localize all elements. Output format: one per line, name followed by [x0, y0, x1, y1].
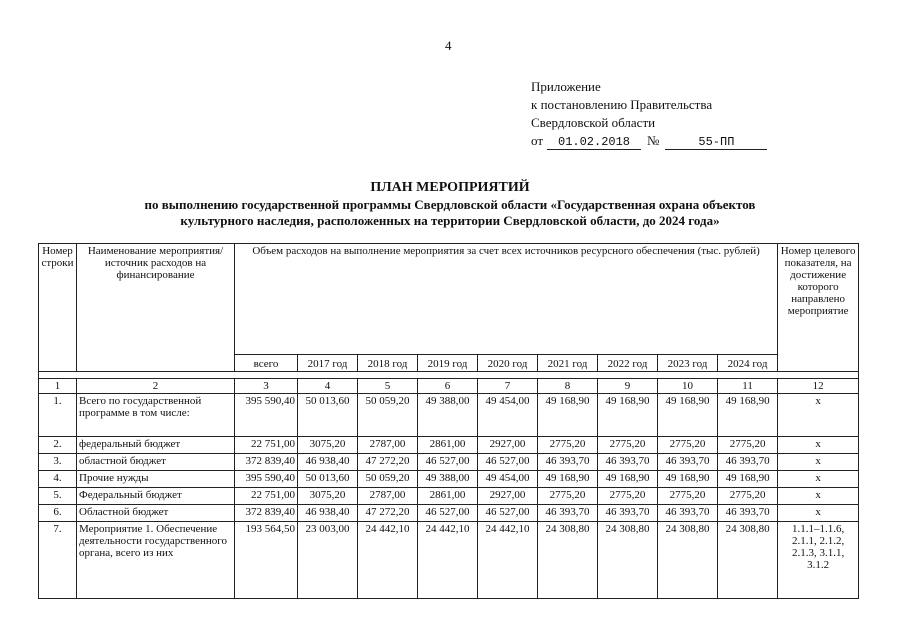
- row-name: Областной бюджет: [77, 505, 235, 522]
- appendix-line-1: Приложение: [531, 79, 601, 94]
- row-value-3: 46 527,00: [418, 505, 478, 522]
- row-name: Федеральный бюджет: [77, 488, 235, 505]
- row-value-0: 372 839,40: [235, 505, 298, 522]
- header-year-1: 2017 год: [298, 355, 358, 372]
- row-name: областной бюджет: [77, 454, 235, 471]
- row-value-3: 49 388,00: [418, 471, 478, 488]
- row-target: x: [778, 471, 859, 488]
- row-value-4: 2927,00: [478, 488, 538, 505]
- row-value-4: 24 442,10: [478, 522, 538, 599]
- row-value-1: 50 013,60: [298, 471, 358, 488]
- column-number-2: 2: [77, 379, 235, 394]
- row-value-1: 46 938,40: [298, 454, 358, 471]
- row-value-8: 2775,20: [718, 488, 778, 505]
- row-target: x: [778, 454, 859, 471]
- row-value-4: 46 527,00: [478, 454, 538, 471]
- row-value-5: 46 393,70: [538, 505, 598, 522]
- row-value-5: 24 308,80: [538, 522, 598, 599]
- row-value-8: 2775,20: [718, 437, 778, 454]
- row-value-1: 46 938,40: [298, 505, 358, 522]
- column-number-12: 12: [778, 379, 859, 394]
- plan-table: [38, 243, 859, 599]
- row-value-2: 2787,00: [358, 437, 418, 454]
- row-value-5: 49 168,90: [538, 394, 598, 437]
- header-volume: Объем расходов на выполнение мероприятия за счет всех источников ресурсного обеспечения (тыс. рублей): [235, 244, 778, 355]
- column-number-1: 1: [39, 379, 77, 394]
- row-value-0: 395 590,40: [235, 471, 298, 488]
- row-value-8: 49 168,90: [718, 394, 778, 437]
- row-value-2: 50 059,20: [358, 394, 418, 437]
- column-number-10: 10: [658, 379, 718, 394]
- column-number-3: 3: [235, 379, 298, 394]
- row-value-4: 2927,00: [478, 437, 538, 454]
- row-value-7: 2775,20: [658, 437, 718, 454]
- row-value-7: 49 168,90: [658, 394, 718, 437]
- number-sign: №: [647, 133, 660, 148]
- column-number-6: 6: [418, 379, 478, 394]
- row-number: 1.: [39, 394, 77, 437]
- row-value-7: 24 308,80: [658, 522, 718, 599]
- table-row: [39, 454, 859, 471]
- row-value-3: 46 527,00: [418, 454, 478, 471]
- column-number-8: 8: [538, 379, 598, 394]
- row-value-7: 46 393,70: [658, 505, 718, 522]
- row-value-3: 24 442,10: [418, 522, 478, 599]
- appendix-line-3: Свердловской области: [531, 115, 656, 130]
- row-number: 5.: [39, 488, 77, 505]
- header-year-3: 2019 год: [418, 355, 478, 372]
- header-year-8: 2024 год: [718, 355, 778, 372]
- header-year-4: 2020 год: [478, 355, 538, 372]
- row-name: Мероприятие 1. Обеспечение деятельности государственного органа, всего из них: [77, 522, 235, 599]
- header-year-7: 2023 год: [658, 355, 718, 372]
- table-row: [39, 471, 859, 488]
- row-number: 4.: [39, 471, 77, 488]
- row-value-6: 49 168,90: [598, 394, 658, 437]
- row-value-8: 46 393,70: [718, 454, 778, 471]
- row-number: 2.: [39, 437, 77, 454]
- header-year-0: всего: [235, 355, 298, 372]
- row-number: 6.: [39, 505, 77, 522]
- row-name: Всего по государственной программе в том числе:: [77, 394, 235, 437]
- table-row: [39, 505, 859, 522]
- column-number-5: 5: [358, 379, 418, 394]
- row-value-1: 50 013,60: [298, 394, 358, 437]
- row-value-4: 49 454,00: [478, 471, 538, 488]
- row-value-8: 49 168,90: [718, 471, 778, 488]
- row-value-7: 46 393,70: [658, 454, 718, 471]
- row-value-4: 46 527,00: [478, 505, 538, 522]
- row-value-0: 22 751,00: [235, 437, 298, 454]
- row-value-0: 372 839,40: [235, 454, 298, 471]
- table-row: [39, 488, 859, 505]
- row-target: x: [778, 488, 859, 505]
- header-name: Наименование мероприятия/источник расходов на финансирование: [77, 244, 235, 372]
- row-target: x: [778, 437, 859, 454]
- appendix-block: [531, 78, 791, 150]
- row-value-0: 395 590,40: [235, 394, 298, 437]
- row-value-0: 193 564,50: [235, 522, 298, 599]
- row-number: 3.: [39, 454, 77, 471]
- table-row: [39, 437, 859, 454]
- row-target: 1.1.1–1.1.6, 2.1.1, 2.1.2, 2.1.3, 3.1.1, 3.1.2: [778, 522, 859, 599]
- row-name: Прочие нужды: [77, 471, 235, 488]
- document-title: [40, 180, 860, 229]
- row-value-3: 49 388,00: [418, 394, 478, 437]
- row-value-2: 50 059,20: [358, 471, 418, 488]
- page-number: 4: [445, 38, 452, 53]
- column-number-9: 9: [598, 379, 658, 394]
- column-number-7: 7: [478, 379, 538, 394]
- row-value-2: 2787,00: [358, 488, 418, 505]
- row-value-8: 46 393,70: [718, 505, 778, 522]
- table-row: [39, 522, 859, 599]
- resolution-reference: [531, 132, 791, 150]
- header-year-5: 2021 год: [538, 355, 598, 372]
- title-line-3: культурного наследия, расположенных на территории Свердловской области, до 2024 года»: [180, 213, 720, 228]
- row-value-1: 3075,20: [298, 488, 358, 505]
- row-value-8: 24 308,80: [718, 522, 778, 599]
- row-value-6: 46 393,70: [598, 505, 658, 522]
- column-number-11: 11: [718, 379, 778, 394]
- header-target: Номер целевого показателя, на достижение которого направлено мероприятие: [778, 244, 859, 372]
- from-label: от: [531, 133, 544, 148]
- title-line-2: по выполнению государственной программы Свердловской области «Государственная охрана объектов: [144, 197, 756, 212]
- row-value-3: 2861,00: [418, 437, 478, 454]
- row-value-1: 3075,20: [298, 437, 358, 454]
- row-value-4: 49 454,00: [478, 394, 538, 437]
- row-value-5: 2775,20: [538, 488, 598, 505]
- row-value-1: 23 003,00: [298, 522, 358, 599]
- row-value-6: 49 168,90: [598, 471, 658, 488]
- appendix-line-2: к постановлению Правительства: [531, 97, 713, 112]
- row-number: 7.: [39, 522, 77, 599]
- row-value-2: 24 442,10: [358, 522, 418, 599]
- row-value-3: 2861,00: [418, 488, 478, 505]
- row-value-2: 47 272,20: [358, 505, 418, 522]
- resolution-number: 55-ПП: [665, 135, 767, 150]
- row-value-6: 2775,20: [598, 437, 658, 454]
- header-row-number: Номер строки: [39, 244, 77, 372]
- title-main: ПЛАН МЕРОПРИЯТИЙ: [370, 180, 530, 195]
- header-year-6: 2022 год: [598, 355, 658, 372]
- row-name: федеральный бюджет: [77, 437, 235, 454]
- row-target: x: [778, 505, 859, 522]
- row-value-0: 22 751,00: [235, 488, 298, 505]
- row-value-5: 49 168,90: [538, 471, 598, 488]
- row-target: x: [778, 394, 859, 437]
- table-row: [39, 394, 859, 437]
- resolution-date: 01.02.2018: [547, 135, 641, 150]
- row-value-5: 2775,20: [538, 437, 598, 454]
- header-year-2: 2018 год: [358, 355, 418, 372]
- row-value-6: 2775,20: [598, 488, 658, 505]
- row-value-7: 49 168,90: [658, 471, 718, 488]
- row-value-2: 47 272,20: [358, 454, 418, 471]
- row-value-6: 46 393,70: [598, 454, 658, 471]
- row-value-5: 46 393,70: [538, 454, 598, 471]
- row-value-6: 24 308,80: [598, 522, 658, 599]
- row-value-7: 2775,20: [658, 488, 718, 505]
- column-number-4: 4: [298, 379, 358, 394]
